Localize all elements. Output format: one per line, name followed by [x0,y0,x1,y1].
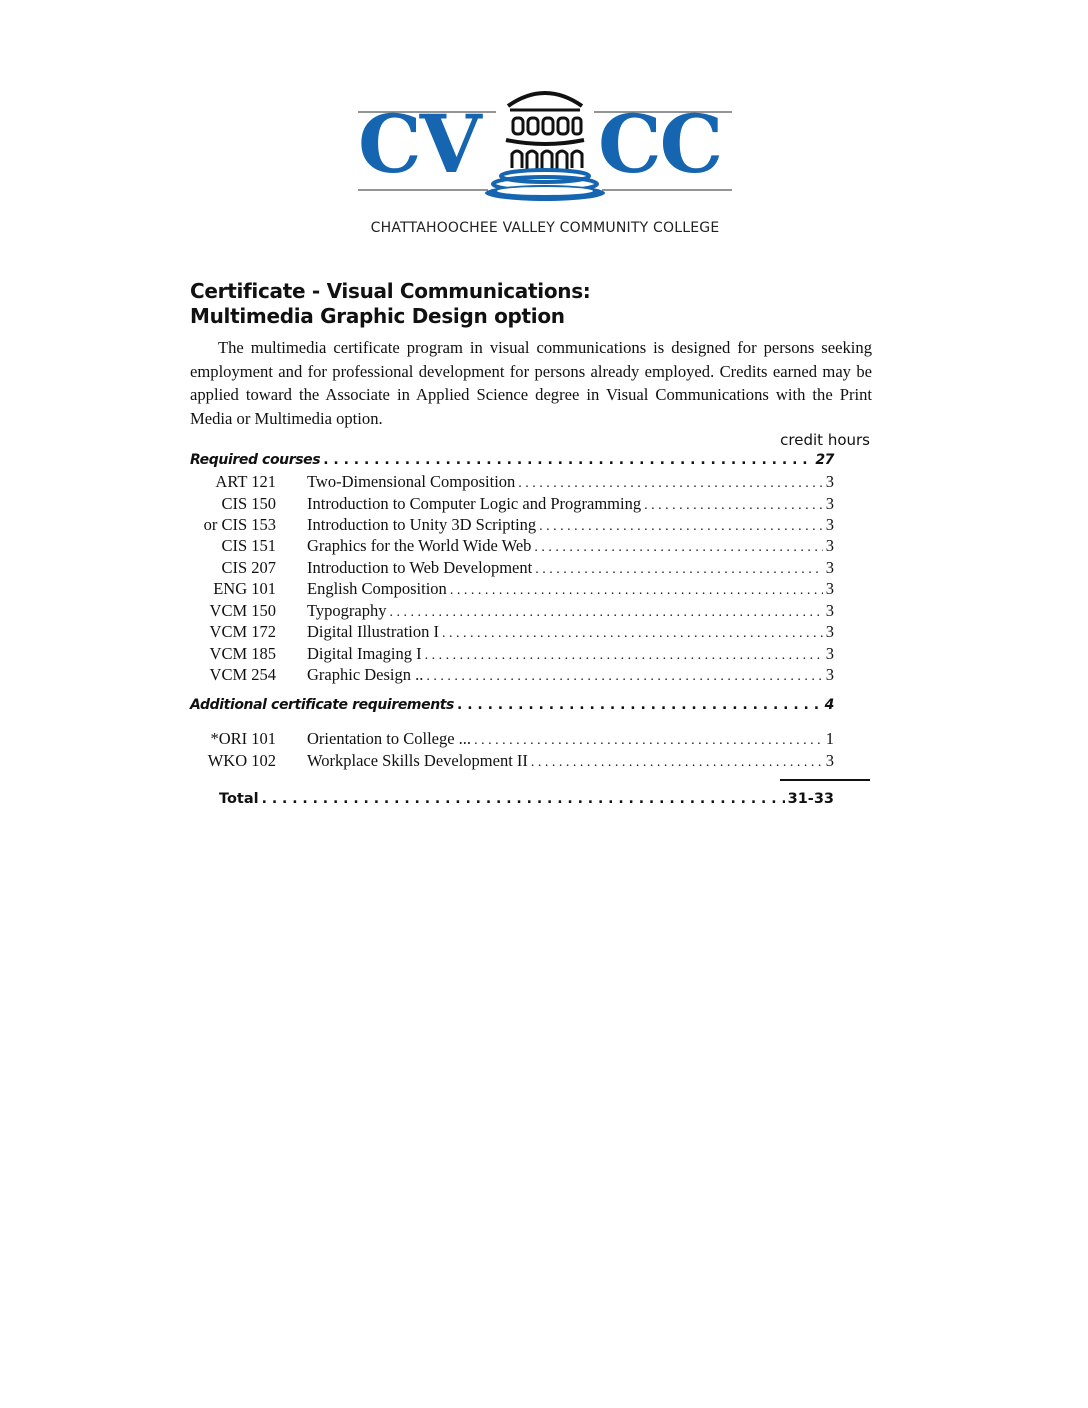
college-logo [358,84,732,244]
course-row [190,579,834,599]
course-title: Graphic Design .. [307,665,424,684]
dot-leader [426,669,822,685]
course-title: Workplace Skills Development II [307,751,528,770]
required-courses-row [190,452,834,468]
course-code: VCM 172 [209,622,276,641]
course-hours: 3 [825,601,834,620]
course-hours: 3 [825,494,834,513]
course-row [190,665,834,685]
course-hours: 3 [825,515,834,534]
college-name: CHATTAHOOCHEE VALLEY COMMUNITY COLLEGE [370,220,720,236]
course-title: Introduction to Unity 3D Scripting [307,515,537,534]
dot-leader [539,519,823,535]
section-label: Additional certificate requirements [190,697,454,713]
title-line-1: Certificate - Visual Communications: [190,279,591,303]
course-code: ART 121 [215,472,276,491]
dot-leader [535,562,823,578]
dot-leader [531,755,823,771]
dot-leader [644,498,823,514]
course-title: English Composition [307,579,447,598]
logo-letters-left: CV [358,97,480,191]
course-row [190,472,834,492]
course-code: VCM 185 [209,644,276,663]
course-title: Graphics for the World Wide Web [307,536,532,555]
total-label: Total [219,791,259,807]
sum-rule [780,779,870,781]
dot-leader [534,540,822,556]
course-hours: 3 [825,558,834,577]
title-line-2: Multimedia Graphic Design option [190,304,565,328]
section-hours: 27 [815,452,834,468]
course-title: Two-Dimensional Composition [307,472,516,491]
course-hours: 3 [825,622,834,641]
course-code: or CIS 153 [203,515,276,534]
course-row [190,622,834,642]
section-hours: 4 [824,697,834,713]
course-title: Typography [307,601,387,620]
course-code: CIS 207 [221,558,276,577]
dot-leader [425,648,823,664]
course-code: VCM 150 [209,601,276,620]
course-title: Introduction to Web Development [307,558,533,577]
course-hours: 3 [825,579,834,598]
course-code: ENG 101 [213,579,276,598]
course-code: *ORI 101 [210,729,276,748]
course-code: CIS 150 [221,494,276,513]
additional-requirements-row [190,697,834,713]
course-hours: 3 [825,644,834,663]
course-hours: 3 [825,665,834,684]
course-code: WKO 102 [207,751,276,770]
course-row [190,751,834,771]
total-hours: 31-33 [787,791,834,807]
course-title: Introduction to Computer Logic and Programming [307,494,642,513]
total-row [219,791,834,807]
course-row [190,494,834,514]
course-title: Orientation to College ... [307,729,472,748]
dot-leader [323,452,812,468]
course-row [190,558,834,578]
logo-letters-right: CC [598,97,722,191]
course-hours: 3 [825,472,834,491]
dot-leader [450,583,823,599]
course-row [190,729,834,749]
course-title: Digital Imaging I [307,644,422,663]
program-description: The multimedia certificate program in visual communications is designed for persons seeking employment and for professional development for persons already employed. Credits earned may be applied toward the Associate in Applied Science degree in Visual Communications with the Print Media or Multimedia option. [190,338,872,428]
dot-leader [390,605,823,621]
course-row [190,601,834,621]
course-row [190,515,834,535]
course-hours: 1 [825,729,834,748]
course-hours: 3 [825,751,834,770]
section-label: Required courses [190,452,321,468]
dot-leader [457,697,822,713]
course-code: VCM 254 [209,665,276,684]
credit-hours-header: credit hours [780,431,870,449]
page-title [190,279,880,329]
course-row [190,644,834,664]
course-row [190,536,834,556]
course-code: CIS 151 [221,536,276,555]
dot-leader [474,733,823,749]
dot-leader [518,476,822,492]
dot-leader [262,791,785,807]
dot-leader [442,626,823,642]
course-title: Digital Illustration I [307,622,439,641]
course-hours: 3 [825,536,834,555]
